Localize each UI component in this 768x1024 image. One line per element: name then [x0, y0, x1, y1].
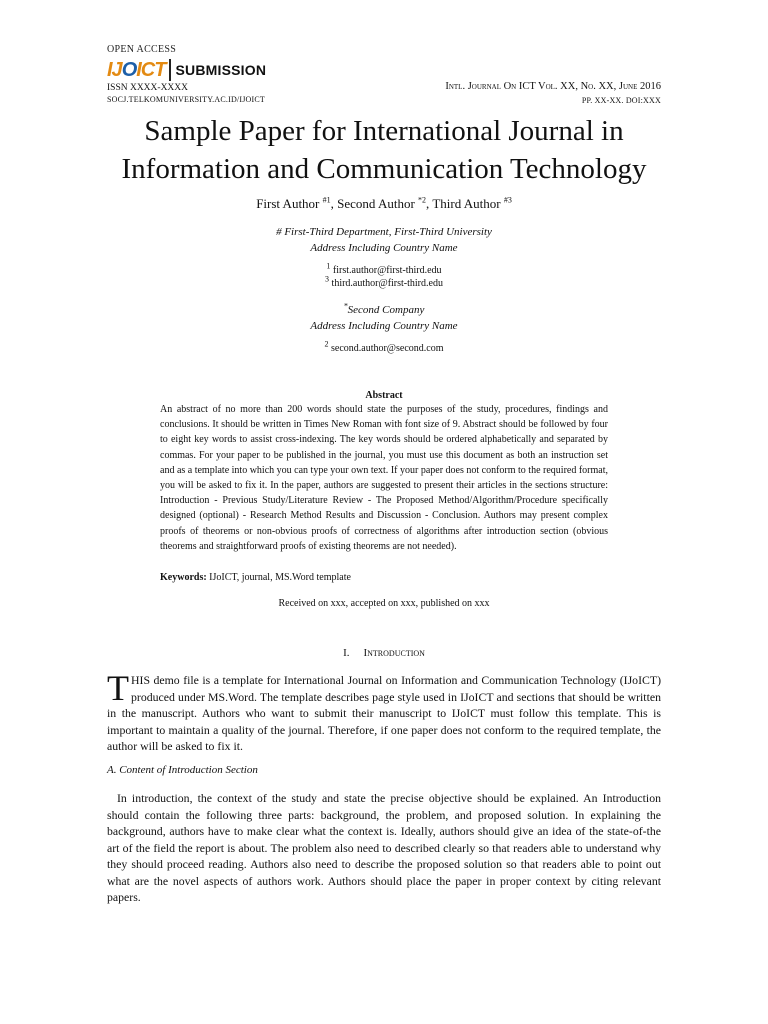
received-dates: Received on xxx, accepted on xxx, published on xxx	[278, 598, 490, 609]
email-text: third.author@first-third.edu	[329, 278, 443, 289]
paper-title: Sample Paper for International Journal in Information and Communication Technology	[121, 115, 647, 185]
drop-cap: T	[107, 668, 129, 708]
keywords-text: IJoICT, journal, MS.Word template	[206, 572, 351, 583]
author-first: First Author	[256, 196, 323, 211]
section-heading-introduction	[0, 647, 768, 659]
abstract-body: An abstract of no more than 200 words should state the purposes of the study, procedures, findings and conclusions. It should be written in Times New Roman with font size of 9. Abstract should be followed by four to eight key words to assist cross-indexing. The key words should be ordered alphabetically and separated by commas. For your paper to be published in the journal, you must use this document as both an instruction set and as a template into which you can type your own text. If your paper does not conform to the required format, you will be asked to fix it. In the paper, authors are suggested to present their articles in the sections structure: Introduction - Previous Study/Literature Review - The Proposed Method/Algorithm/Procedure specifically designed (optional) - Research Method Results and Discussion - Conclusion. Authors may present complex proofs of theorems or non-obvious proofs of correctness of algorithms after introduction section (obvious theorems and straightforward proofs of existing theorems are not needed).	[160, 404, 608, 552]
author-list	[0, 196, 768, 212]
email-marker: 3	[325, 274, 330, 284]
ijoict-logo-mark	[107, 59, 165, 81]
email-text: second.author@second.com	[328, 343, 444, 354]
logo-o: O	[121, 59, 137, 81]
author-separator: ,	[330, 196, 338, 211]
section-number: I.	[343, 647, 350, 659]
affiliation-second-company	[0, 302, 768, 355]
section-title: Introduction	[363, 647, 425, 659]
email-marker: 2	[324, 339, 329, 349]
introduction-paragraph	[107, 668, 661, 755]
issn: ISSN XXXX-XXXX	[107, 83, 189, 93]
affiliation-company	[0, 302, 768, 318]
keywords-label: Keywords:	[160, 572, 207, 583]
email-second-author	[0, 339, 768, 355]
author-third-marker: #3	[503, 195, 512, 205]
company-name: Second Company	[347, 304, 425, 316]
affiliation-address: Address Including Country Name	[310, 320, 458, 332]
abstract-heading: Abstract	[365, 390, 403, 401]
logo-submission-text: SUBMISSION	[175, 62, 267, 78]
author-separator: ,	[426, 196, 433, 211]
subsection-paragraph: In introduction, the context of the study and state the precise objective should be explained. An Introduction should contain the following three parts: background, the problem, and proposed solution. In explaining the background, authors have to make clear what the context is. Ideally, authors should give an idea of the state-of-the art of the field the report is about. The problem also need to described clearly so that readers able to understand why they should proceed reading. Authors also need to describe the proposed solution so that readers able to point out what are the novel aspects of authors work. Authors should place the paper in proper context by citing relevant papers.	[107, 791, 661, 904]
author-first-marker: #1	[322, 195, 331, 205]
author-second: Second Author	[337, 196, 419, 211]
author-second-marker: *2	[418, 195, 427, 205]
email-marker: 1	[326, 261, 331, 271]
journal-logo	[107, 58, 266, 82]
email-text: first.author@first-third.edu	[330, 265, 442, 276]
logo-ict: ICT	[136, 59, 166, 81]
journal-citation-line: Intl. Journal On ICT Vol. XX, No. XX, June 2016	[445, 81, 661, 92]
affiliation-department: # First-Third Department, First-Third University	[276, 226, 492, 238]
company-marker: *	[343, 301, 348, 311]
logo-ij: IJ	[107, 59, 122, 81]
affiliation-address: Address Including Country Name	[310, 242, 458, 254]
email-third-author	[0, 274, 768, 290]
journal-header-right	[445, 81, 661, 107]
keywords	[160, 572, 608, 583]
journal-header-left	[107, 44, 266, 106]
logo-divider	[169, 59, 171, 81]
journal-website: SOCJ.TELKOMUNIVERSITY.AC.ID/IJOICT	[107, 95, 265, 104]
author-third: Third Author	[432, 196, 504, 211]
introduction-text: HIS demo file is a template for International Journal on Information and Communication Technology (IJoICT) produced under MS.Word. The template describes page style used in IJoICT and sections that should be written in the manuscript. Authors who want to submit their manuscript to IJoICT must follow this template. This is important to maintain a quality of the journal. Therefore, if one paper does not conform to the required template, the author will be asked to fix it.	[107, 673, 661, 753]
email-first-author	[0, 261, 768, 277]
affiliation-first-third	[0, 224, 768, 290]
subsection-heading: A. Content of Introduction Section	[107, 764, 258, 776]
open-access-label: OPEN ACCESS	[107, 44, 177, 55]
pages-doi-line: PP. XX-XX. DOI:XXX	[581, 96, 661, 105]
